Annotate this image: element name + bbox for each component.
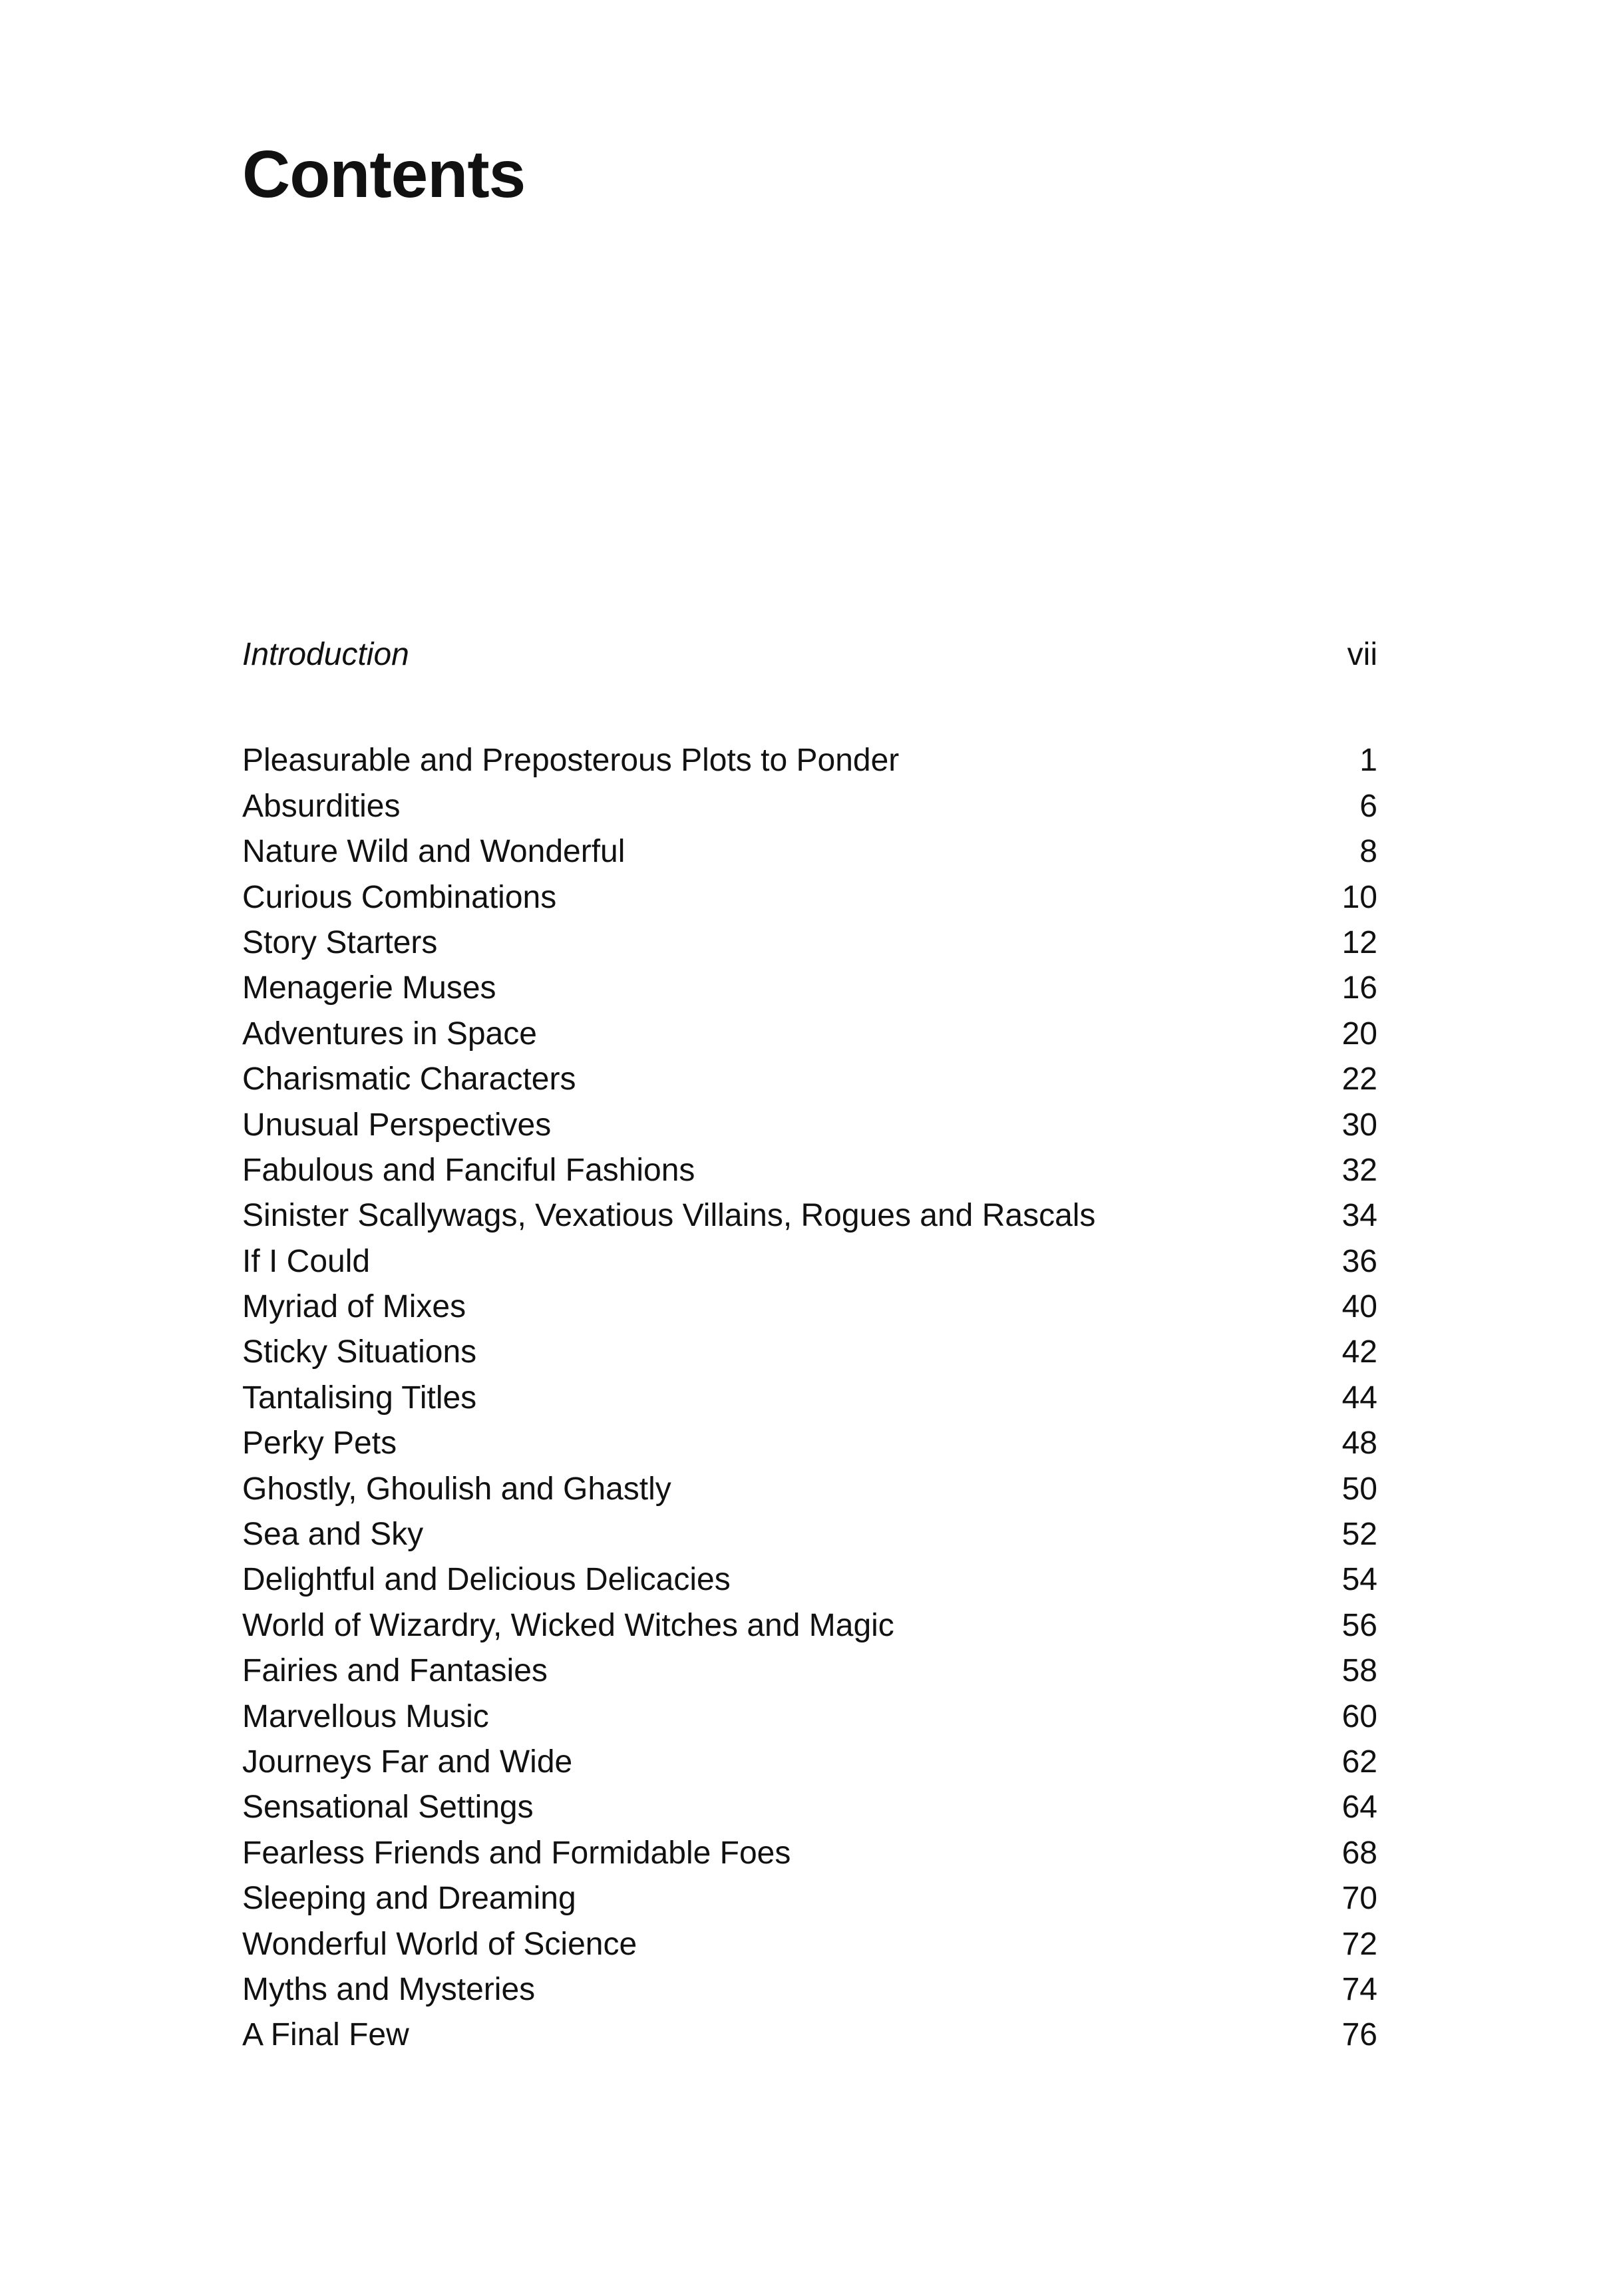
toc-entry[interactable] — [242, 1922, 1377, 1967]
toc-entry[interactable] — [242, 1284, 1377, 1330]
toc-entry[interactable] — [242, 1467, 1377, 1512]
toc-entry-page: 6 — [1359, 788, 1377, 824]
toc-entry[interactable] — [242, 1148, 1377, 1193]
toc-entry-page: 64 — [1341, 1790, 1377, 1825]
toc-entry-title: Fearless Friends and Formidable Foes — [242, 1835, 791, 1871]
toc-entry-title: Charismatic Characters — [242, 1061, 576, 1097]
toc-entry[interactable] — [242, 1648, 1377, 1694]
toc-entry-title: Absurdities — [242, 788, 401, 824]
toc-entry[interactable] — [242, 920, 1377, 966]
toc-entry-title: Myths and Mysteries — [242, 1971, 536, 2007]
toc-entry-title: Story Starters — [242, 924, 438, 960]
toc-entry-page: 12 — [1341, 924, 1377, 960]
toc-entry-title: Curious Combinations — [242, 879, 557, 915]
toc-entry[interactable] — [242, 1103, 1377, 1148]
toc-entry-page: 22 — [1341, 1061, 1377, 1097]
toc-entry-page: 58 — [1341, 1653, 1377, 1689]
toc-entry-page: 70 — [1341, 1881, 1377, 1917]
toc-entry-page: 20 — [1341, 1016, 1377, 1052]
toc-entry-page: 30 — [1341, 1107, 1377, 1143]
toc-entry[interactable] — [242, 1785, 1377, 1830]
toc-entry[interactable] — [242, 1239, 1377, 1284]
toc-entry-page: 1 — [1359, 743, 1377, 779]
toc-entry-title: Nature Wild and Wonderful — [242, 834, 625, 870]
toc-entry[interactable] — [242, 784, 1377, 829]
toc-entry[interactable] — [242, 1694, 1377, 1740]
toc-entry[interactable] — [242, 1831, 1377, 1876]
toc-entry[interactable] — [242, 1512, 1377, 1557]
toc-entry-page: 8 — [1359, 834, 1377, 870]
toc-entry-title: Sea and Sky — [242, 1517, 424, 1553]
toc-entry-title: World of Wizardry, Wicked Witches and Magic — [242, 1607, 894, 1643]
toc-entry-title: Sticky Situations — [242, 1334, 477, 1370]
toc-entry-page: 56 — [1341, 1607, 1377, 1643]
toc-entry-title: Sinister Scallywags, Vexatious Villains, Rogues and Rascals — [242, 1198, 1096, 1234]
toc-entry[interactable] — [242, 1057, 1377, 1102]
toc-entry-title: Adventures in Space — [242, 1016, 537, 1052]
toc-entry-page: 68 — [1341, 1835, 1377, 1871]
toc-entry[interactable] — [242, 966, 1377, 1011]
toc-entry[interactable] — [242, 1012, 1377, 1057]
toc-entry-page: 52 — [1341, 1517, 1377, 1553]
toc-entry-title: Sensational Settings — [242, 1790, 534, 1825]
page-title: Contents — [242, 137, 526, 212]
table-of-contents — [242, 632, 1377, 2058]
toc-entry-title: Tantalising Titles — [242, 1380, 477, 1416]
toc-entry[interactable] — [242, 1740, 1377, 1785]
toc-entry[interactable] — [242, 1330, 1377, 1375]
toc-entry-title: Unusual Perspectives — [242, 1107, 552, 1143]
toc-entry-title: Menagerie Muses — [242, 970, 496, 1006]
toc-entry[interactable] — [242, 1376, 1377, 1421]
toc-entry-page: 36 — [1341, 1243, 1377, 1279]
toc-entry-page: 40 — [1341, 1289, 1377, 1325]
toc-entry-page: 76 — [1341, 2017, 1377, 2053]
toc-entry-title: Perky Pets — [242, 1426, 397, 1461]
toc-entry-title: Pleasurable and Preposterous Plots to Ponder — [242, 743, 900, 779]
toc-entry[interactable] — [242, 738, 1377, 783]
toc-entry-title: Sleeping and Dreaming — [242, 1881, 576, 1917]
toc-entry-title: Journeys Far and Wide — [242, 1744, 573, 1780]
toc-entry[interactable] — [242, 2012, 1377, 2058]
toc-entry-title: Introduction — [242, 637, 409, 672]
toc-entry-title: Ghostly, Ghoulish and Ghastly — [242, 1471, 671, 1507]
toc-entry[interactable] — [242, 1876, 1377, 1921]
toc-entry-introduction[interactable] — [242, 632, 1377, 677]
toc-entry[interactable] — [242, 1421, 1377, 1466]
toc-entry-page: 74 — [1341, 1971, 1377, 2007]
toc-entry-page: 50 — [1341, 1471, 1377, 1507]
toc-entry[interactable] — [242, 875, 1377, 920]
toc-entry-title: Myriad of Mixes — [242, 1289, 466, 1325]
toc-entry-title: Marvellous Music — [242, 1698, 489, 1734]
toc-entry-page: 34 — [1341, 1198, 1377, 1234]
toc-entry-page: 62 — [1341, 1744, 1377, 1780]
toc-entry-page: 48 — [1341, 1426, 1377, 1461]
toc-entry[interactable] — [242, 1193, 1377, 1239]
toc-entry-title: A Final Few — [242, 2017, 409, 2053]
toc-entry-title: If I Could — [242, 1243, 371, 1279]
toc-entry-page: 60 — [1341, 1698, 1377, 1734]
toc-entry-page: vii — [1347, 637, 1377, 672]
toc-entry-title: Fabulous and Fanciful Fashions — [242, 1152, 695, 1188]
toc-entry[interactable] — [242, 1603, 1377, 1648]
toc-entry[interactable] — [242, 829, 1377, 874]
toc-entry[interactable] — [242, 1967, 1377, 2012]
toc-entry-page: 10 — [1341, 879, 1377, 915]
toc-entry[interactable] — [242, 1557, 1377, 1603]
toc-entry-page: 42 — [1341, 1334, 1377, 1370]
toc-entry-page: 16 — [1341, 970, 1377, 1006]
toc-entry-page: 54 — [1341, 1562, 1377, 1598]
toc-entry-page: 72 — [1341, 1926, 1377, 1962]
toc-entry-page: 32 — [1341, 1152, 1377, 1188]
toc-entry-title: Wonderful World of Science — [242, 1926, 637, 1962]
toc-entry-page: 44 — [1341, 1380, 1377, 1416]
toc-entry-title: Fairies and Fantasies — [242, 1653, 548, 1689]
toc-entry-title: Delightful and Delicious Delicacies — [242, 1562, 731, 1598]
